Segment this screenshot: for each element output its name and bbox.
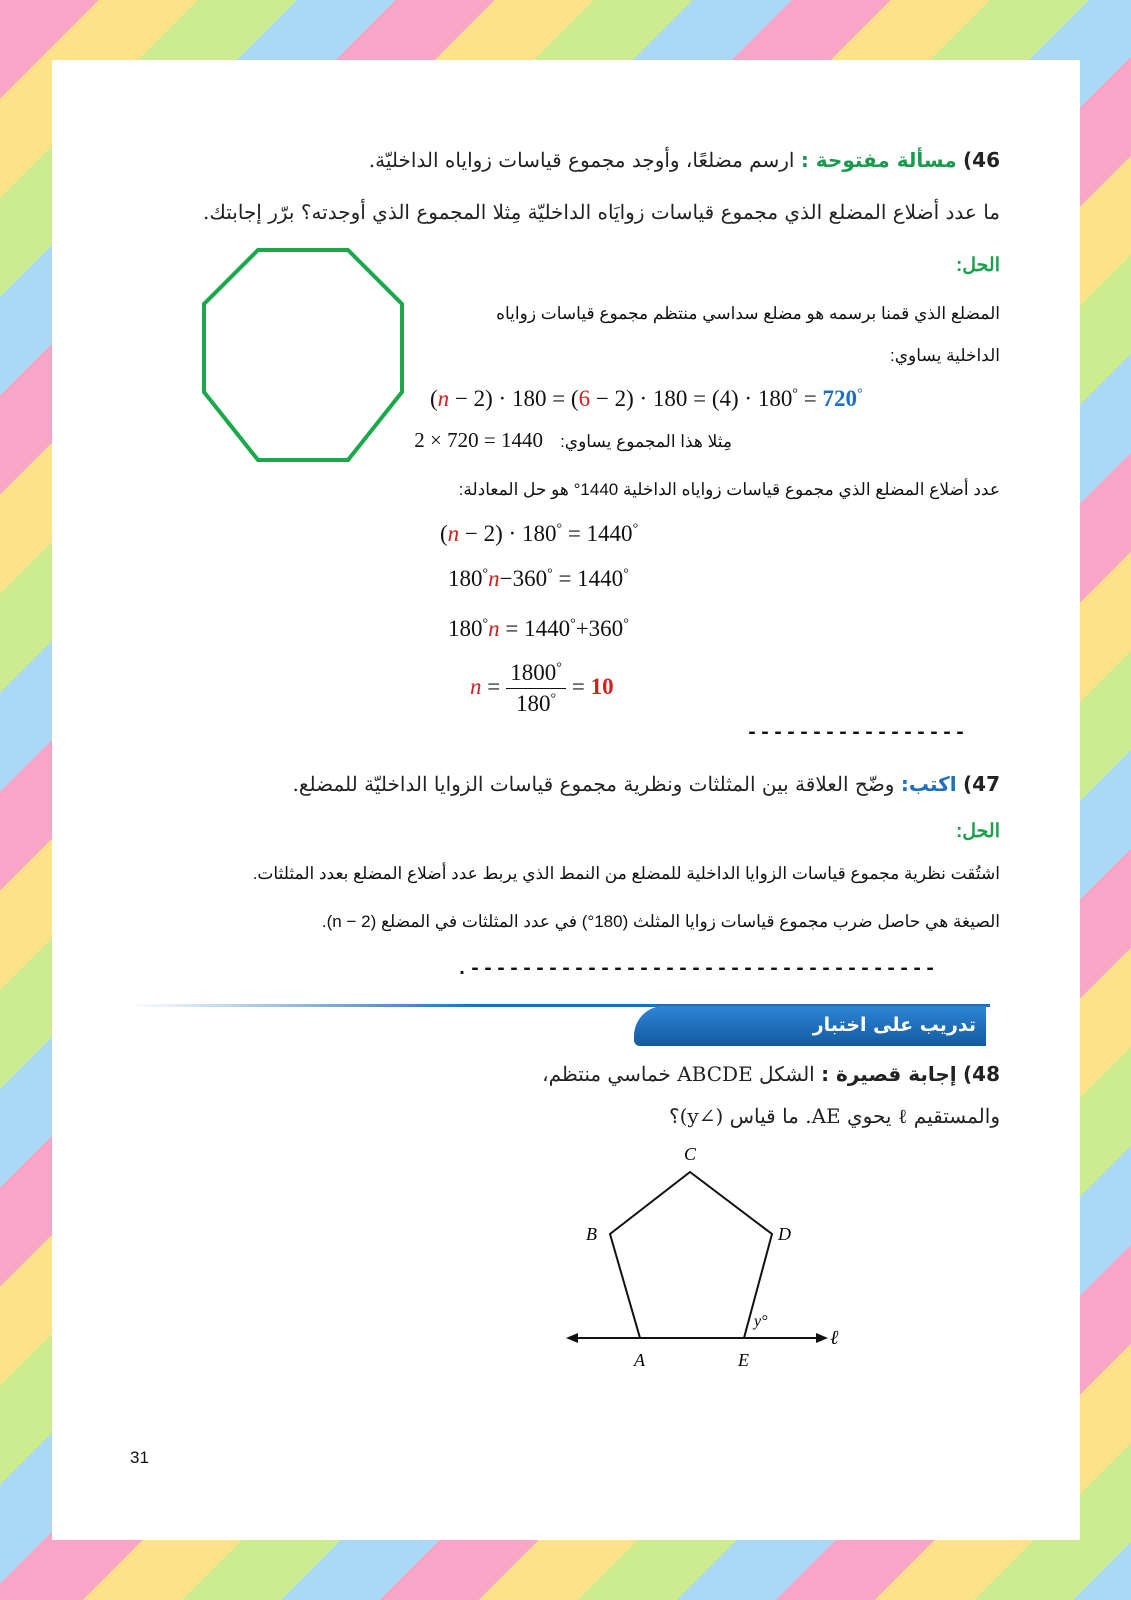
label-B: B: [586, 1224, 597, 1244]
q46-text-line2: ما عدد أضلاع المضلع الذي مجموع قياسات زوايَاه الداخليّة مِثلا المجموع الذي أوجدته؟ برّر إجابتك.: [203, 200, 1000, 224]
sol46-eq3: 180°n = 1440°+360°: [448, 616, 629, 641]
q47-line: [293, 772, 1001, 796]
sol46-line5: عدد أضلاع المضلع الذي مجموع قياسات زواياه الداخلية 1440° هو حل المعادلة:: [458, 480, 1000, 499]
sol46-line4-math: 2 × 720 = 1440: [414, 428, 543, 452]
q47-label: اكتب:: [900, 772, 957, 796]
q46-number: 46): [963, 148, 1000, 172]
test-practice-banner: [634, 1006, 986, 1046]
sol46-line1: المضلع الذي قمنا برسمه هو مضلع سداسي منتظم مجموع قياسات زواياه: [496, 304, 1000, 323]
label-E: E: [738, 1350, 749, 1370]
sol46-equation: (n − 2) · 180 = (6 − 2) · 180 = (4) · 180° = 720°: [430, 386, 863, 411]
sol46-eq1: (n − 2) · 180° = 1440°: [440, 521, 639, 546]
sol46-line2: الداخلية يساوي:: [890, 346, 1000, 365]
separator-47: .------------------------------------: [456, 958, 938, 981]
line-arrow-left: [566, 1333, 578, 1343]
label-C: C: [684, 1144, 697, 1164]
q48-text-line1: الشكل ABCDE خماسي منتظم،: [542, 1062, 815, 1086]
q46-line1: [369, 148, 1000, 172]
pentagon-shape: [610, 1172, 772, 1338]
final-result: 10: [590, 673, 614, 699]
q48-label: إجابة قصيرة :: [821, 1062, 957, 1086]
fraction: $\frac{1800^\circ}{180^\circ}$: [506, 660, 566, 717]
sol46-label: الحل:: [955, 255, 1000, 276]
q47-number: 47): [963, 772, 1000, 796]
sol46-eq4: n = $\frac{1800^\circ}{180^\circ}$ = 10: [470, 660, 614, 716]
sol46-eq2: 180°n−360° = 1440°: [448, 566, 629, 591]
q48-text-line2: والمستقيم ℓ يحوي AE. ما قياس (∠y)؟: [668, 1104, 1000, 1128]
sol46-line4-label: مِثلا هذا المجموع يساوي:: [560, 432, 732, 451]
pentagon-figure: [552, 1140, 862, 1380]
label-D: D: [778, 1224, 791, 1244]
final-denominator: 180: [515, 691, 551, 716]
q48-number: 48): [963, 1062, 1000, 1086]
banner-title: تدريب على اختبار: [812, 1014, 976, 1036]
label-l: ℓ: [830, 1327, 839, 1349]
octagon-figure: [200, 246, 406, 464]
final-numerator: 1800: [510, 660, 557, 685]
label-A: A: [634, 1350, 645, 1370]
page: [52, 60, 1080, 1540]
sol47-line2: الصيغة هي حاصل ضرب مجموع قياسات زوايا المثلث (180°) في عدد المثلثات في المضلع (n − 2).: [321, 912, 1000, 931]
sol47-line1: اشتُقت نظرية مجموع قياسات الزوايا الداخلية للمضلع من النمط الذي يربط عدد أضلاع المضلع بعدد المثلثات.: [252, 864, 1000, 883]
q48-line1: [542, 1062, 1000, 1086]
sol46-eq-result: 720: [822, 386, 857, 411]
sol46-line4: [414, 428, 732, 453]
sol47-label: الحل:: [955, 821, 1000, 842]
separator-46: -----------------: [746, 722, 968, 745]
octagon-shape: [204, 250, 402, 460]
page-number: 31: [130, 1448, 149, 1467]
q47-text: وضّح العلاقة بين المثلثات ونظرية مجموع قياسات الزوايا الداخليّة للمضلع.: [292, 772, 895, 796]
q46-label: مسألة مفتوحة :: [800, 148, 957, 172]
q46-text-line1: ارسم مضلعًا، وأوجد مجموع قياسات زواياه الداخليّة.: [368, 148, 795, 172]
label-y: y°: [754, 1313, 768, 1330]
line-arrow-right: [816, 1333, 828, 1343]
